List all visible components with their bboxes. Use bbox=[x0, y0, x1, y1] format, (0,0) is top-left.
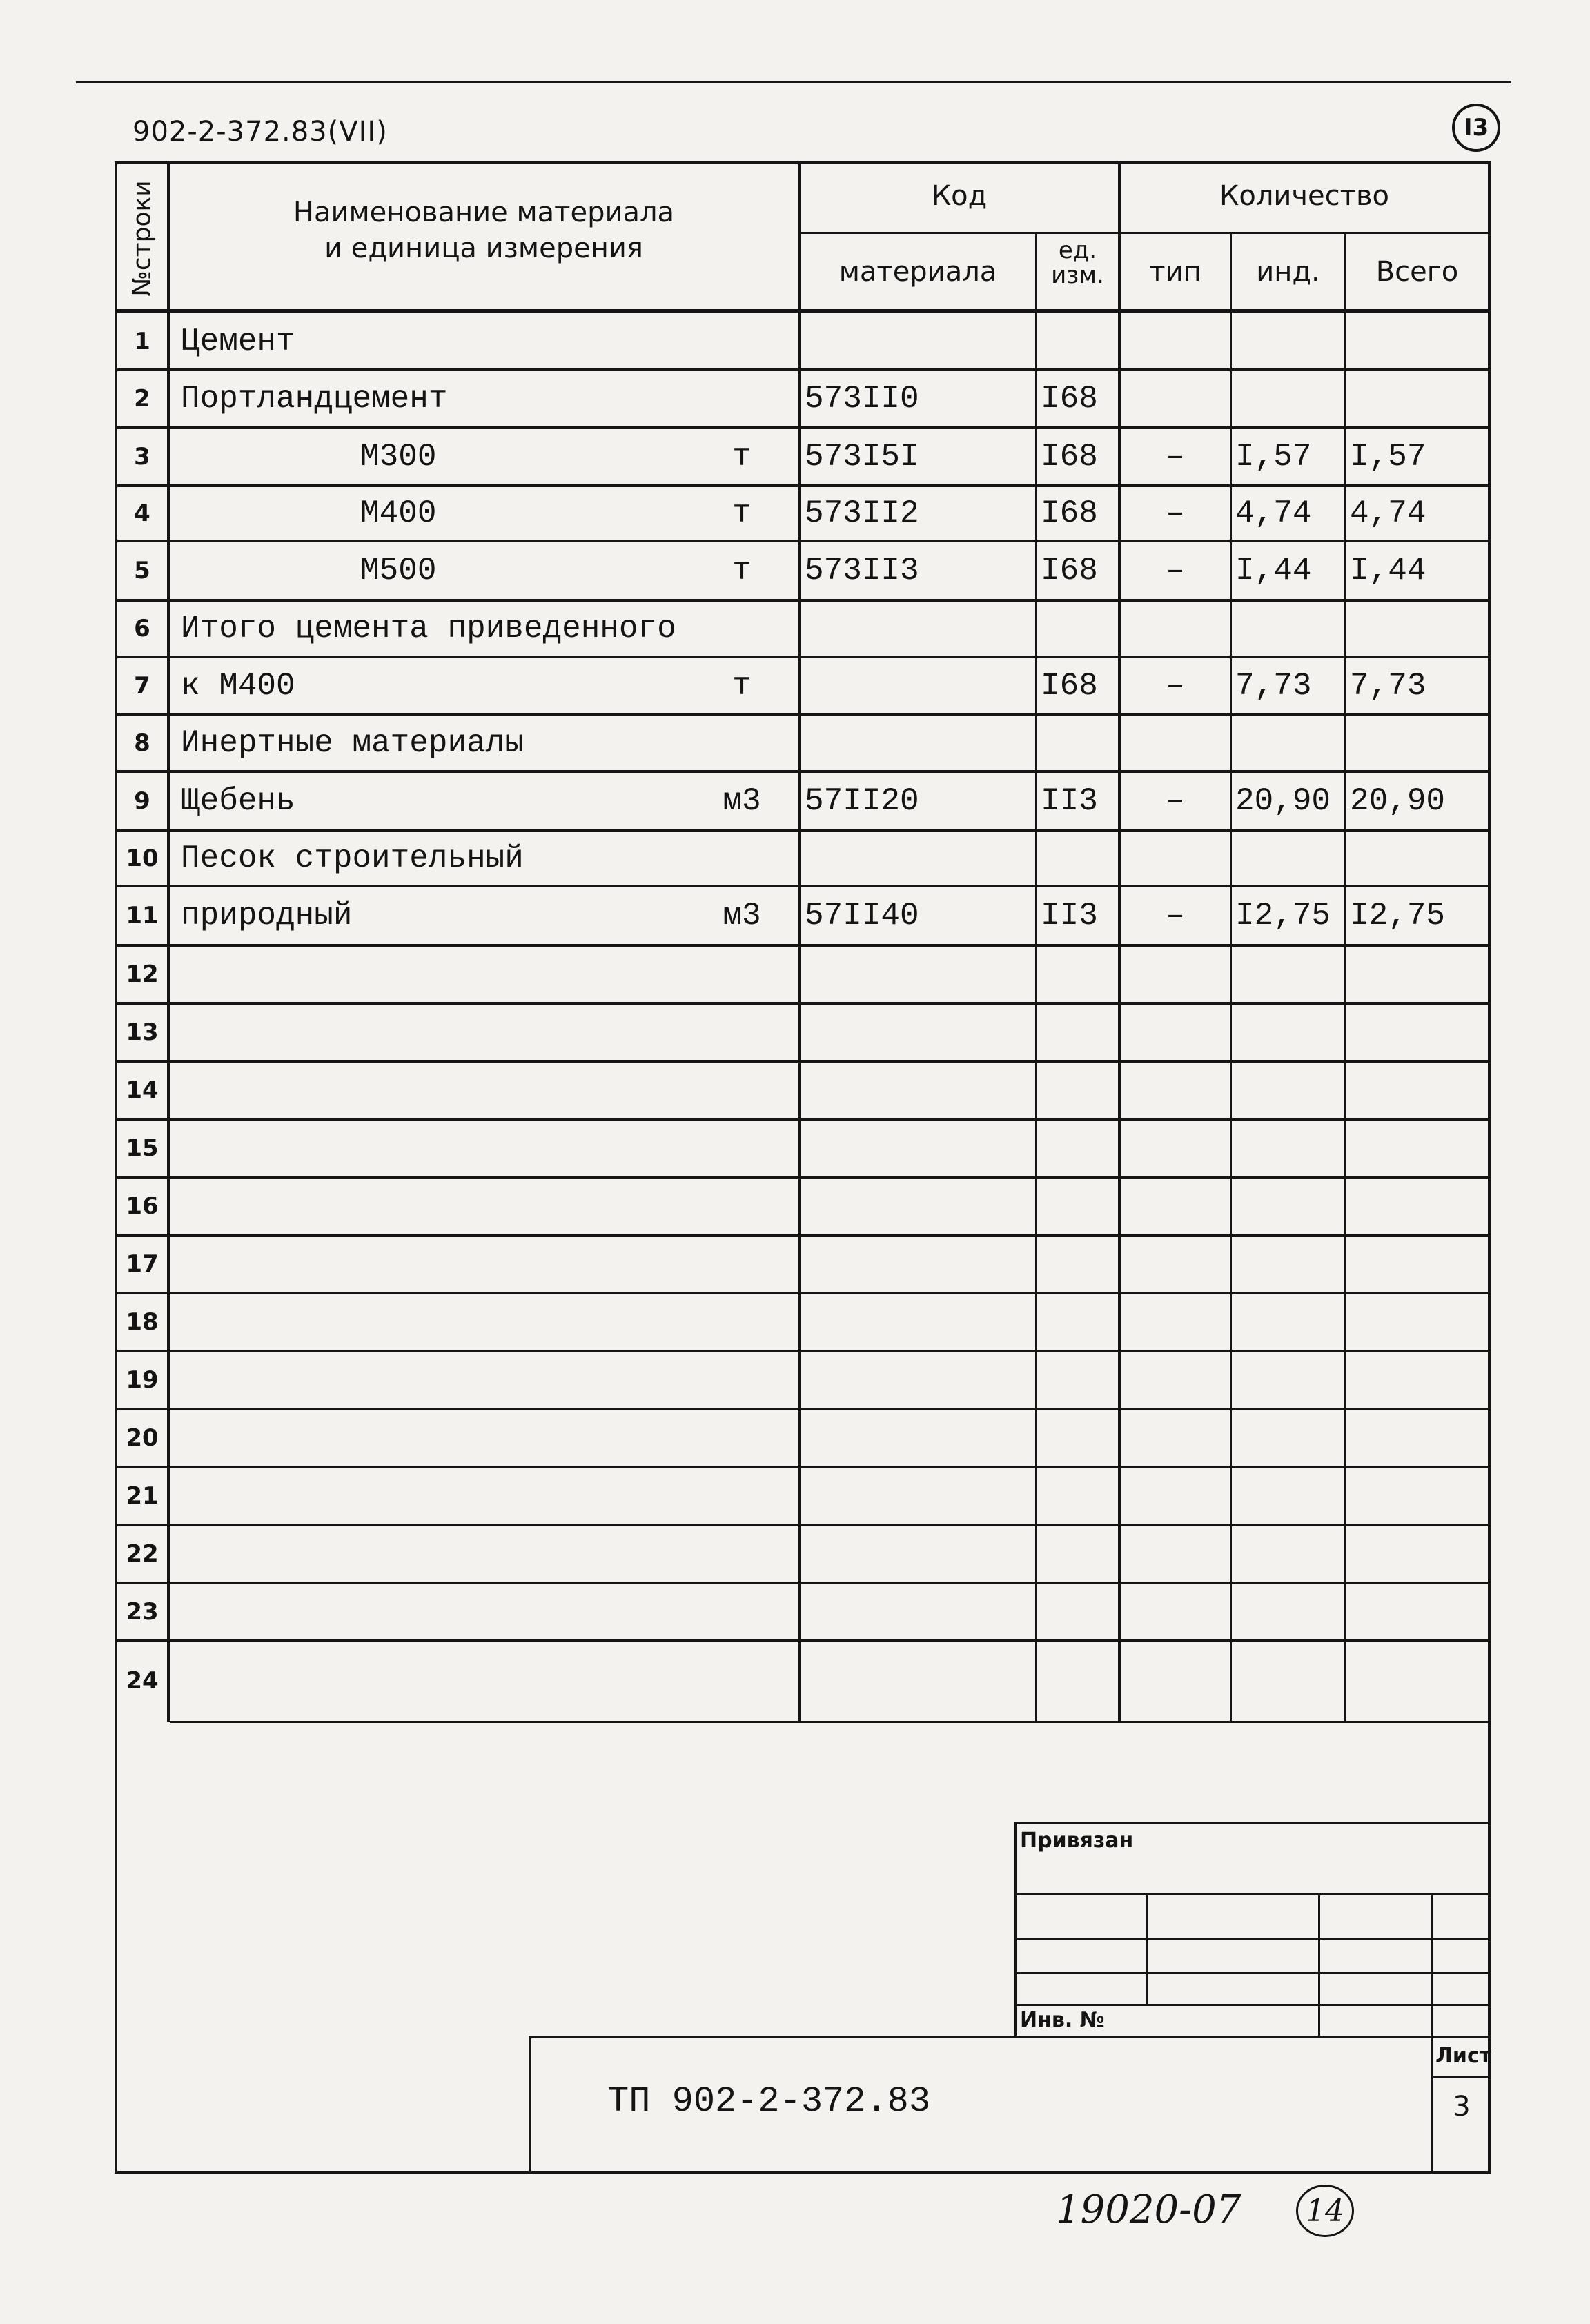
quantity-ind bbox=[1235, 1467, 1344, 1525]
material-code bbox=[805, 313, 1032, 370]
unit-label bbox=[697, 1583, 787, 1641]
quantity-type bbox=[1121, 1583, 1230, 1641]
quantity-ind bbox=[1235, 1641, 1344, 1721]
material-name bbox=[181, 1525, 691, 1583]
unit-label bbox=[697, 1525, 787, 1583]
quantity-total: 20,90 bbox=[1350, 783, 1446, 819]
material-name bbox=[181, 1003, 691, 1061]
handwritten-archive-code: 19020-07 bbox=[1056, 2187, 1241, 2232]
material-code bbox=[805, 1525, 1032, 1583]
material-code bbox=[805, 1119, 1032, 1177]
quantity-type bbox=[1121, 715, 1230, 771]
top-rule bbox=[76, 81, 1511, 83]
unit-label bbox=[697, 1409, 787, 1467]
material-code: 573II0 bbox=[805, 381, 919, 417]
row-number-header-text: №строки bbox=[128, 179, 157, 297]
name-header-line1: Наименование материала bbox=[293, 197, 675, 228]
sheet-number: 3 bbox=[1453, 2091, 1471, 2123]
material-name: М400 bbox=[360, 495, 437, 531]
row-number: 6 bbox=[134, 615, 150, 642]
quantity-total bbox=[1350, 1235, 1488, 1293]
quantity-total bbox=[1350, 1177, 1488, 1235]
quantity-ind bbox=[1235, 1235, 1344, 1293]
unit-code bbox=[1041, 1351, 1117, 1409]
material-name: М300 bbox=[360, 439, 437, 475]
quantity-total bbox=[1350, 831, 1488, 886]
quantity-ind bbox=[1235, 1351, 1344, 1409]
quantity-ind bbox=[1235, 1003, 1344, 1061]
row-number: 23 bbox=[126, 1598, 159, 1626]
quantity-type bbox=[1121, 1003, 1230, 1061]
title-block-vline-2 bbox=[1318, 1893, 1320, 2036]
table-bottom-line bbox=[170, 1721, 1491, 1723]
header-split-line bbox=[799, 232, 1491, 234]
unit-label bbox=[697, 1177, 787, 1235]
quantity-ind: 4,74 bbox=[1235, 495, 1312, 531]
unit-label: т bbox=[732, 495, 752, 531]
unit-code bbox=[1041, 1119, 1117, 1177]
unit-code bbox=[1041, 945, 1117, 1003]
unit-label bbox=[697, 370, 787, 428]
material-code bbox=[805, 945, 1032, 1003]
unit-code: I68 bbox=[1041, 553, 1098, 589]
row-number: 1 bbox=[134, 327, 150, 355]
quantity-total bbox=[1350, 715, 1488, 771]
unit-code-column-border bbox=[1035, 232, 1037, 1722]
document-title: ТП 902-2-372.83 bbox=[607, 2081, 931, 2122]
unit-label bbox=[697, 1119, 787, 1177]
material-name: Портландцемент bbox=[181, 381, 448, 417]
quantity-ind bbox=[1235, 1525, 1344, 1583]
unit-code bbox=[1041, 1583, 1117, 1641]
row-number: 11 bbox=[126, 902, 159, 929]
material-code bbox=[805, 657, 1032, 715]
unit-label bbox=[697, 1293, 787, 1351]
handwritten-circled-number bbox=[1296, 2185, 1354, 2237]
attached-label: Привязан bbox=[1020, 1829, 1134, 1853]
quantity-total bbox=[1350, 1293, 1488, 1351]
quantity-type bbox=[1121, 370, 1230, 428]
material-name bbox=[181, 1641, 691, 1721]
row-number: 18 bbox=[126, 1308, 159, 1336]
row-number: 4 bbox=[134, 500, 150, 527]
unit-code bbox=[1041, 831, 1117, 886]
quantity-type bbox=[1121, 1467, 1230, 1525]
code-unit-header: ед. изм. bbox=[1051, 237, 1104, 289]
unit-code bbox=[1041, 1061, 1117, 1119]
quantity-ind: 20,90 bbox=[1235, 783, 1331, 819]
material-name: к М400 bbox=[181, 668, 295, 704]
unit-label: т bbox=[732, 553, 752, 589]
quantity-type bbox=[1121, 1119, 1230, 1177]
table-right-border bbox=[1488, 161, 1491, 2172]
material-name: М500 bbox=[360, 553, 437, 589]
quantity-ind bbox=[1235, 1177, 1344, 1235]
quantity-ind bbox=[1235, 945, 1344, 1003]
quantity-ind bbox=[1235, 313, 1344, 370]
title-block-hline-2 bbox=[1014, 1938, 1491, 1940]
title-block-vline-1 bbox=[1146, 1893, 1148, 2004]
quantity-total bbox=[1350, 1525, 1488, 1583]
name-header bbox=[170, 195, 798, 266]
quantity-type: – bbox=[1166, 553, 1185, 589]
unit-code bbox=[1041, 1003, 1117, 1061]
quantity-total: 4,74 bbox=[1350, 495, 1426, 531]
quantity-group-header: Количество bbox=[1219, 180, 1389, 212]
material-name: природный bbox=[181, 898, 353, 934]
quantity-total bbox=[1350, 1003, 1488, 1061]
title-block-hline-1 bbox=[1014, 1893, 1491, 1895]
unit-code bbox=[1041, 1525, 1117, 1583]
quantity-type bbox=[1121, 600, 1230, 657]
material-code: 573II3 bbox=[805, 553, 919, 589]
handwritten-circled-number-text: 14 bbox=[1306, 2193, 1344, 2229]
material-code bbox=[805, 1061, 1032, 1119]
quantity-type bbox=[1121, 1177, 1230, 1235]
quantity-type: – bbox=[1166, 898, 1185, 934]
unit-code bbox=[1041, 715, 1117, 771]
material-name bbox=[181, 1409, 691, 1467]
unit-code bbox=[1041, 1235, 1117, 1293]
unit-label: т bbox=[732, 668, 752, 704]
title-block-vline-3 bbox=[1431, 1893, 1433, 2174]
row-number: 17 bbox=[126, 1250, 159, 1278]
inventory-number-label: Инв. № bbox=[1020, 2008, 1105, 2032]
material-name: Песок строительный bbox=[181, 840, 524, 876]
unit-label bbox=[697, 831, 787, 886]
quantity-total bbox=[1350, 1061, 1488, 1119]
row-number: 20 bbox=[126, 1424, 159, 1452]
quantity-type bbox=[1121, 1293, 1230, 1351]
material-code bbox=[805, 1583, 1032, 1641]
unit-code bbox=[1041, 1641, 1117, 1721]
quantity-ind: 7,73 bbox=[1235, 668, 1312, 704]
quantity-ind bbox=[1235, 370, 1344, 428]
material-code bbox=[805, 1003, 1032, 1061]
material-code bbox=[805, 1293, 1032, 1351]
quantity-ind bbox=[1235, 600, 1344, 657]
name-header-line2: и единица измерения bbox=[324, 233, 643, 264]
row-number: 21 bbox=[126, 1482, 159, 1510]
row-number: 15 bbox=[126, 1134, 159, 1162]
title-block-top bbox=[1014, 1822, 1491, 1824]
quantity-type: – bbox=[1166, 495, 1185, 531]
material-code bbox=[805, 1351, 1032, 1409]
row-number: 24 bbox=[126, 1667, 159, 1695]
unit-code bbox=[1041, 1293, 1117, 1351]
quantity-ind bbox=[1235, 715, 1344, 771]
quantity-ind bbox=[1235, 1061, 1344, 1119]
row-number: 12 bbox=[126, 961, 159, 988]
qty-type-header: тип bbox=[1149, 256, 1201, 288]
material-code bbox=[805, 831, 1032, 886]
row-number: 10 bbox=[126, 845, 159, 872]
unit-code: I68 bbox=[1041, 381, 1098, 417]
material-code bbox=[805, 1467, 1032, 1525]
unit-label bbox=[697, 1467, 787, 1525]
quantity-total bbox=[1350, 600, 1488, 657]
quantity-total: I,57 bbox=[1350, 439, 1426, 475]
material-name bbox=[181, 1119, 691, 1177]
unit-label bbox=[697, 1061, 787, 1119]
material-name bbox=[181, 1351, 691, 1409]
unit-code bbox=[1041, 313, 1117, 370]
material-name bbox=[181, 1293, 691, 1351]
row-number: 7 bbox=[134, 672, 150, 700]
unit-code: I68 bbox=[1041, 495, 1098, 531]
quantity-total: I,44 bbox=[1350, 553, 1426, 589]
quantity-ind: I2,75 bbox=[1235, 898, 1331, 934]
quantity-type bbox=[1121, 1235, 1230, 1293]
quantity-type bbox=[1121, 313, 1230, 370]
row-number: 2 bbox=[134, 385, 150, 413]
title-strip-top bbox=[529, 2036, 1491, 2038]
row-number-header bbox=[116, 163, 168, 313]
sheet-label: Лист bbox=[1435, 2044, 1492, 2068]
material-code bbox=[805, 1641, 1032, 1721]
material-code bbox=[805, 1409, 1032, 1467]
unit-code bbox=[1041, 600, 1117, 657]
document-id: 902-2-372.83(VII) bbox=[132, 116, 388, 148]
title-block-hline-3 bbox=[1014, 1972, 1491, 1974]
quantity-ind: I,57 bbox=[1235, 439, 1312, 475]
unit-label bbox=[697, 1003, 787, 1061]
quantity-type: – bbox=[1166, 783, 1185, 819]
row-number: 13 bbox=[126, 1018, 159, 1046]
material-code bbox=[805, 1235, 1032, 1293]
material-code: 573II2 bbox=[805, 495, 919, 531]
unit-label: м3 bbox=[723, 783, 761, 819]
material-code: 57II40 bbox=[805, 898, 919, 934]
material-name bbox=[181, 1177, 691, 1235]
quantity-type: – bbox=[1166, 439, 1185, 475]
row-number: 19 bbox=[126, 1366, 159, 1394]
code-column-border bbox=[798, 161, 801, 1722]
material-name: Щебень bbox=[181, 783, 295, 819]
unit-label bbox=[697, 313, 787, 370]
ind-column-border bbox=[1344, 232, 1346, 1722]
unit-label bbox=[697, 715, 787, 771]
material-name bbox=[181, 945, 691, 1003]
quantity-total bbox=[1350, 1119, 1488, 1177]
code-group-header: Код bbox=[931, 180, 988, 212]
sheet-box-split bbox=[1431, 2076, 1491, 2078]
qty-total-header: Всего bbox=[1375, 256, 1459, 288]
quantity-total bbox=[1350, 945, 1488, 1003]
row-number: 16 bbox=[126, 1192, 159, 1220]
material-name: Итого цемента приведенного bbox=[181, 611, 676, 647]
quantity-type bbox=[1121, 1061, 1230, 1119]
unit-code bbox=[1041, 1177, 1117, 1235]
quantity-type bbox=[1121, 1409, 1230, 1467]
unit-label: т bbox=[732, 439, 752, 475]
quantity-total bbox=[1350, 1467, 1488, 1525]
quantity-total bbox=[1350, 1583, 1488, 1641]
material-code: 573I5I bbox=[805, 439, 919, 475]
quantity-total: 7,73 bbox=[1350, 668, 1426, 704]
title-strip-left bbox=[529, 2036, 531, 2172]
material-name bbox=[181, 1061, 691, 1119]
unit-code: I68 bbox=[1041, 439, 1098, 475]
material-code: 57II20 bbox=[805, 783, 919, 819]
quantity-ind bbox=[1235, 1583, 1344, 1641]
quantity-total bbox=[1350, 1641, 1488, 1721]
title-block-hline-4 bbox=[1014, 2004, 1491, 2006]
unit-label bbox=[697, 1351, 787, 1409]
quantity-total bbox=[1350, 370, 1488, 428]
unit-code: II3 bbox=[1041, 898, 1098, 934]
quantity-total bbox=[1350, 1351, 1488, 1409]
quantity-ind: I,44 bbox=[1235, 553, 1312, 589]
quantity-type: – bbox=[1166, 668, 1185, 704]
quantity-type bbox=[1121, 1351, 1230, 1409]
quantity-type bbox=[1121, 831, 1230, 886]
quantity-type bbox=[1121, 1525, 1230, 1583]
row-number: 14 bbox=[126, 1076, 159, 1104]
material-name: Инертные материалы bbox=[181, 725, 524, 761]
row-number: 5 bbox=[134, 557, 150, 584]
sheet-stamp: I3 bbox=[1452, 104, 1500, 152]
quantity-total: I2,75 bbox=[1350, 898, 1446, 934]
unit-label bbox=[697, 1641, 787, 1721]
material-name bbox=[181, 1235, 691, 1293]
row-number: 8 bbox=[134, 729, 150, 757]
quantity-total bbox=[1350, 313, 1488, 370]
row-number: 9 bbox=[134, 787, 150, 815]
quantity-ind bbox=[1235, 1293, 1344, 1351]
material-code bbox=[805, 600, 1032, 657]
quantity-type bbox=[1121, 945, 1230, 1003]
unit-label bbox=[697, 600, 787, 657]
unit-code: II3 bbox=[1041, 783, 1098, 819]
sheet-bottom-border bbox=[115, 2171, 1491, 2174]
material-code bbox=[805, 715, 1032, 771]
material-name: Цемент bbox=[181, 323, 295, 360]
unit-label bbox=[697, 1235, 787, 1293]
material-name bbox=[181, 1583, 691, 1641]
qty-ind-header: инд. bbox=[1256, 256, 1320, 288]
table-top-border bbox=[116, 161, 1491, 164]
quantity-ind bbox=[1235, 1119, 1344, 1177]
unit-code bbox=[1041, 1409, 1117, 1467]
material-code bbox=[805, 1177, 1032, 1235]
unit-code: I68 bbox=[1041, 668, 1098, 704]
quantity-type bbox=[1121, 1641, 1230, 1721]
quantity-ind bbox=[1235, 1409, 1344, 1467]
unit-label: м3 bbox=[723, 898, 761, 934]
unit-code bbox=[1041, 1467, 1117, 1525]
code-material-header: материала bbox=[838, 256, 997, 288]
material-name bbox=[181, 1467, 691, 1525]
quantity-ind bbox=[1235, 831, 1344, 886]
unit-label bbox=[697, 945, 787, 1003]
type-column-border bbox=[1230, 232, 1232, 1722]
quantity-total bbox=[1350, 1409, 1488, 1467]
row-number: 3 bbox=[134, 443, 150, 471]
row-number: 22 bbox=[126, 1540, 159, 1568]
